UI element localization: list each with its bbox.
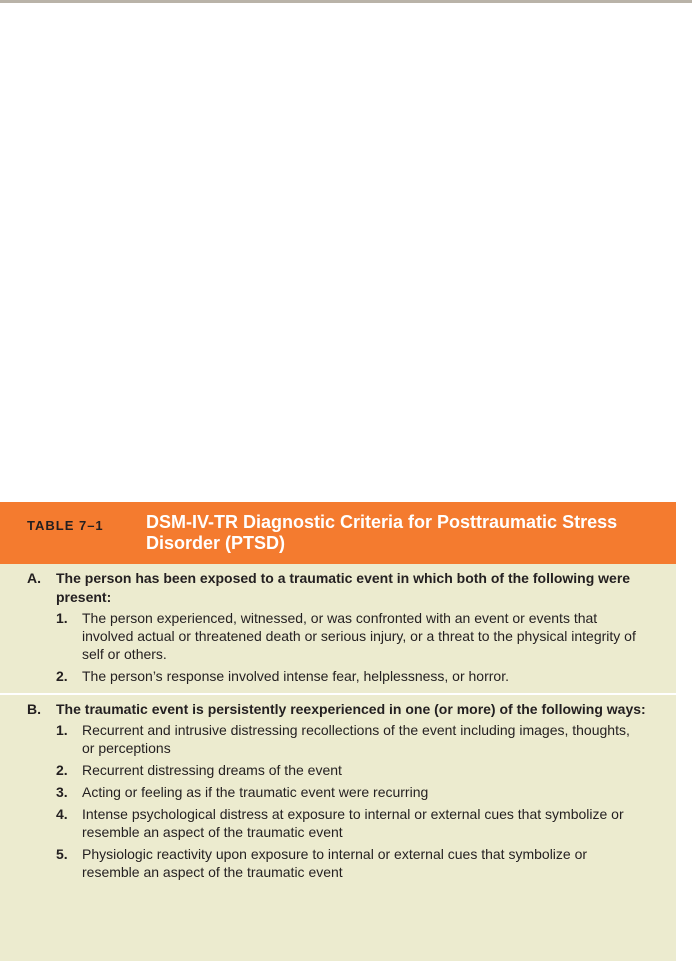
list-item <box>0 609 676 663</box>
list-item <box>0 783 676 801</box>
item-number: 1. <box>56 610 68 626</box>
ptsd-criteria-table <box>0 502 676 961</box>
criterion-letter: A. <box>27 570 41 586</box>
criterion-section-a <box>0 564 676 693</box>
item-text: Recurrent distressing dreams of the event <box>82 762 342 778</box>
item-text: Recurrent and intrusive distressing recollections of the event including images, thoughts, or perceptions <box>82 722 630 756</box>
criterion-heading <box>0 569 676 607</box>
item-number: 3. <box>56 784 68 800</box>
criterion-heading-text: The traumatic event is persistently reexperienced in one (or more) of the following ways: <box>56 701 646 717</box>
criterion-items <box>0 721 676 881</box>
item-number: 5. <box>56 846 68 862</box>
top-rule <box>0 0 692 3</box>
item-text: The person’s response involved intense fear, helplessness, or horror. <box>82 668 509 684</box>
item-number: 1. <box>56 722 68 738</box>
item-text: Acting or feeling as if the traumatic event were recurring <box>82 784 429 800</box>
list-item <box>0 721 676 757</box>
criterion-heading <box>0 700 676 719</box>
item-text: Intense psychological distress at exposure to internal or external cues that symbolize or resemble an aspect of the traumatic event <box>82 806 624 840</box>
criterion-section-b <box>0 693 676 889</box>
criterion-letter: B. <box>27 701 41 717</box>
item-number: 2. <box>56 668 68 684</box>
criterion-heading-text: The person has been exposed to a traumatic event in which both of the following were present: <box>56 570 631 605</box>
criterion-items <box>0 609 676 685</box>
item-text: Physiologic reactivity upon exposure to internal or external cues that symbolize or resemble an aspect of the traumatic event <box>82 846 588 880</box>
list-item <box>0 667 676 685</box>
list-item <box>0 845 676 881</box>
table-label: TABLE 7–1 <box>27 518 104 533</box>
item-text: The person experienced, witnessed, or was confronted with an event or events that involved actual or threatened death or serious injury, or a threat to the physical integrity of self or others. <box>82 610 636 662</box>
table-title: DSM-IV-TR Diagnostic Criteria for Posttraumatic Stress Disorder (PTSD) <box>146 512 618 553</box>
table-header <box>0 502 676 564</box>
list-item <box>0 805 676 841</box>
list-item <box>0 761 676 779</box>
item-number: 4. <box>56 806 68 822</box>
item-number: 2. <box>56 762 68 778</box>
